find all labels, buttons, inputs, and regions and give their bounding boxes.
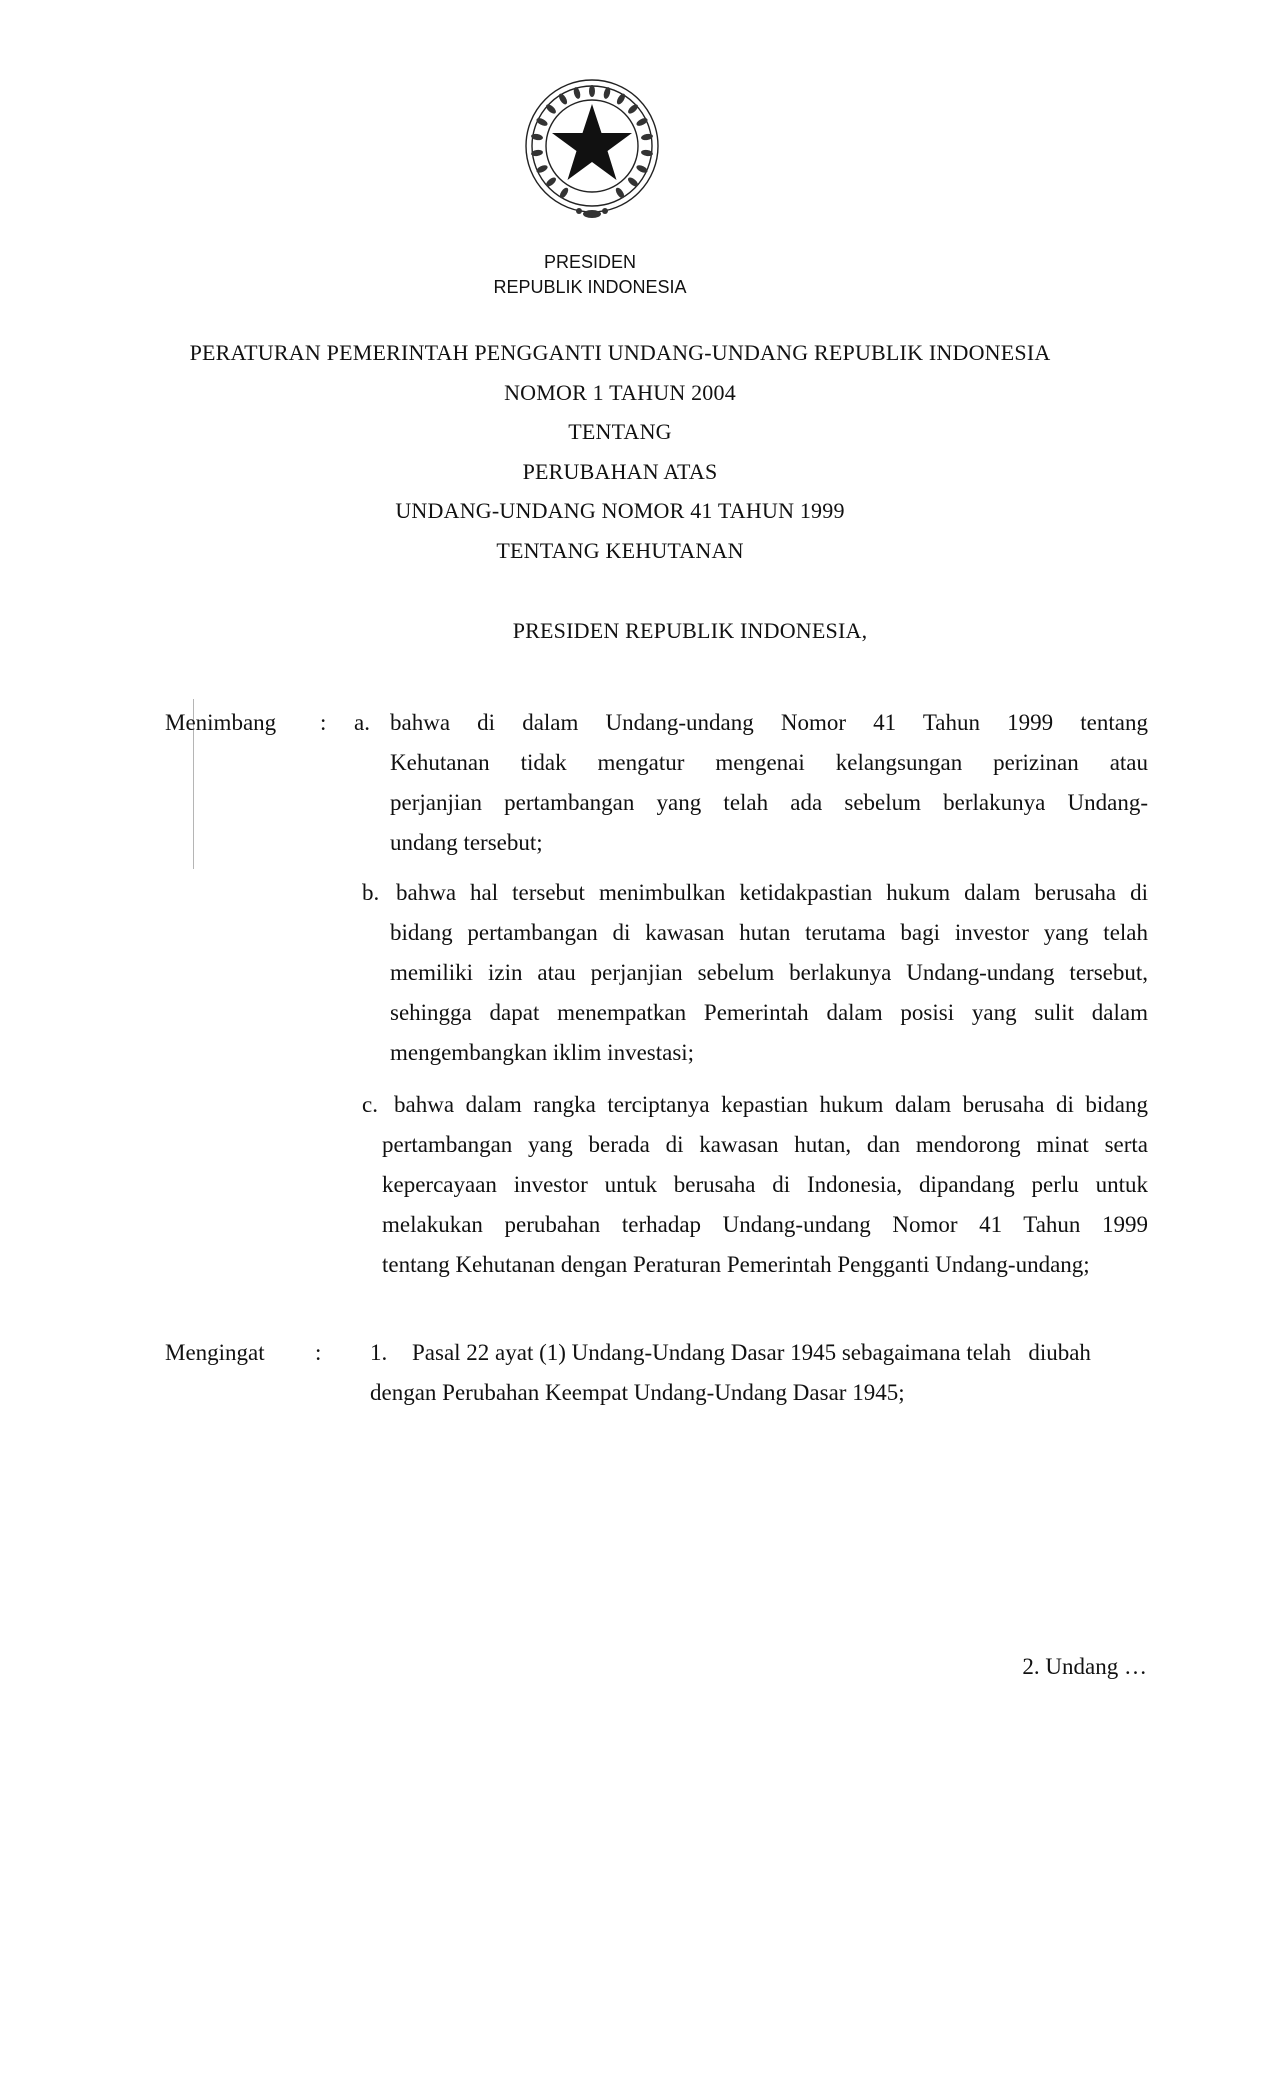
menimbang-item-b-line: bidang pertambangan di kawasan hutan terutama bagi investor yang telah <box>390 920 1148 945</box>
mengingat-item-1-line: dengan Perubahan Keempat Undang-Undang Dasar 1945; <box>370 1380 905 1405</box>
document-title-line-4: PERUBAHAN ATAS <box>522 459 718 484</box>
menimbang-colon: : <box>320 710 327 735</box>
menimbang-item-c-line: bahwa dalam rangka terciptanya kepastian hukum dalam berusaha di bidang <box>394 1092 1148 1117</box>
mengingat-item-1-marker: 1. <box>370 1340 388 1365</box>
menimbang-item-b-line: bahwa hal tersebut menimbulkan ketidakpastian hukum dalam berusaha di <box>396 880 1148 905</box>
menimbang-label: Menimbang <box>165 710 277 735</box>
mengingat-label: Mengingat <box>165 1340 265 1365</box>
page-continuation-marker: 2. Undang … <box>1022 1654 1147 1679</box>
menimbang-item-c-line: tentang Kehutanan dengan Peraturan Pemerintah Pengganti Undang-undang; <box>382 1252 1090 1277</box>
issuer-heading: PRESIDEN REPUBLIK INDONESIA, <box>512 618 868 643</box>
menimbang-item-a-line: bahwa di dalam Undang-undang Nomor 41 Tahun 1999 tentang <box>390 710 1148 735</box>
menimbang-item-c-marker: c. <box>362 1092 378 1117</box>
menimbang-item-b-line: sehingga dapat menempatkan Pemerintah dalam posisi yang sulit dalam <box>390 1000 1148 1025</box>
menimbang-item-b-line: mengembangkan iklim investasi; <box>390 1040 695 1065</box>
office-heading-line-1: PRESIDEN <box>543 252 637 272</box>
mengingat-item-1-line: Pasal 22 ayat (1) Undang-Undang Dasar 1945 sebagaimana telah diubah <box>412 1340 1091 1365</box>
menimbang-item-a-line: Kehutanan tidak mengatur mengenai kelangsungan perizinan atau <box>390 750 1148 775</box>
menimbang-item-b-marker: b. <box>362 880 380 905</box>
menimbang-item-b-line: memiliki izin atau perjanjian sebelum berlakunya Undang-undang tersebut, <box>390 960 1148 985</box>
menimbang-item-c-line: kepercayaan investor untuk berusaha di Indonesia, dipandang perlu untuk <box>382 1172 1148 1197</box>
document-title-line-3: TENTANG <box>568 419 672 444</box>
document-title-line-6: TENTANG KEHUTANAN <box>496 538 744 563</box>
menimbang-item-a-line: undang tersebut; <box>390 830 543 855</box>
mengingat-colon: : <box>315 1340 322 1365</box>
office-heading-line-2: REPUBLIK INDONESIA <box>493 277 687 297</box>
garuda-star-emblem-icon <box>517 74 667 224</box>
menimbang-item-c-line: melakukan perubahan terhadap Undang-undang Nomor 41 Tahun 1999 <box>382 1212 1148 1237</box>
menimbang-item-a-line: perjanjian pertambangan yang telah ada sebelum berlakunya Undang- <box>390 790 1148 815</box>
menimbang-item-c-line: pertambangan yang berada di kawasan hutan, dan mendorong minat serta <box>382 1132 1148 1157</box>
document-title-line-2: NOMOR 1 TAHUN 2004 <box>504 380 736 405</box>
document-title-line-5: UNDANG-UNDANG NOMOR 41 TAHUN 1999 <box>395 498 845 523</box>
menimbang-item-a-marker: a. <box>354 710 370 735</box>
document-title-line-1: PERATURAN PEMERINTAH PENGGANTI UNDANG-UNDANG REPUBLIK INDONESIA <box>189 340 1051 365</box>
